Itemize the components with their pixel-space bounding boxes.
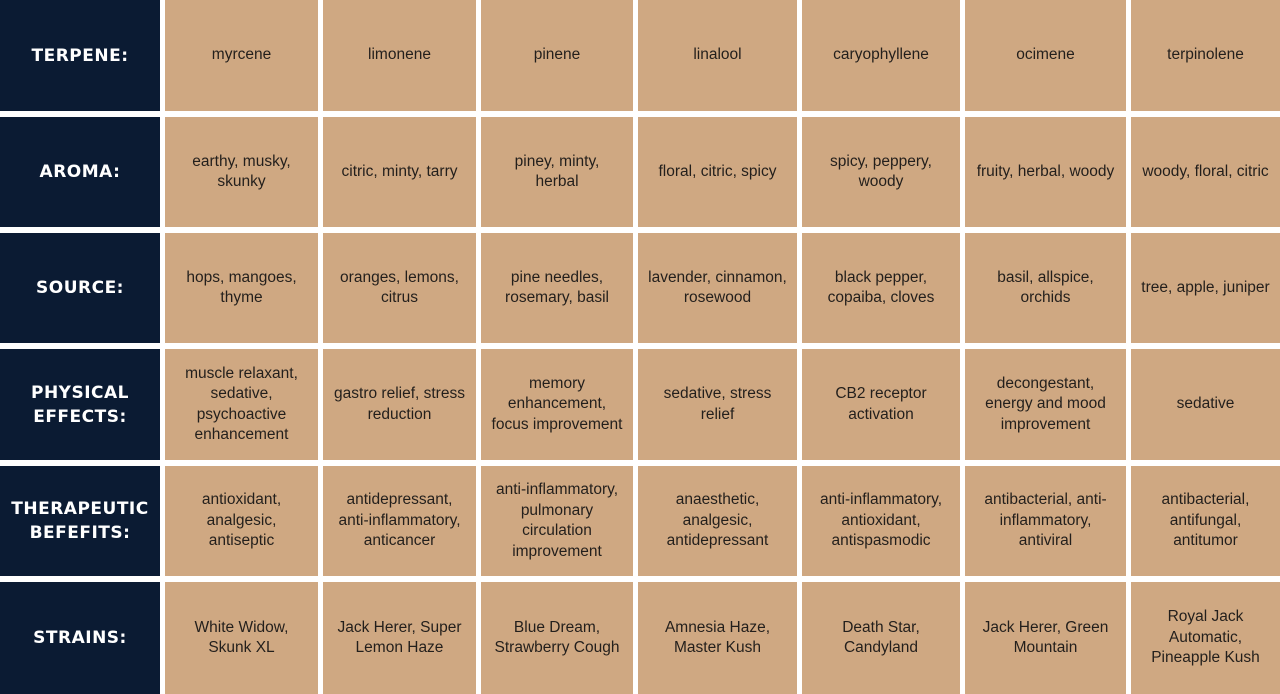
table-cell: spicy, peppery, woody xyxy=(802,117,960,227)
row-header-therapeutic-benefits: THERAPEUTIC BEFEFITS: xyxy=(0,466,160,576)
table-cell: Death Star, Candyland xyxy=(802,582,960,694)
table-cell: anaesthetic, analgesic, antidepressant xyxy=(638,466,797,576)
row-header-source: SOURCE: xyxy=(0,233,160,343)
table-cell: piney, minty, herbal xyxy=(481,117,633,227)
table-cell: floral, citric, spicy xyxy=(638,117,797,227)
row-header-strains: STRAINS: xyxy=(0,582,160,694)
table-cell: anti-inflammatory, antioxidant, antispasmodic xyxy=(802,466,960,576)
table-cell: muscle relaxant, sedative, psychoactive enhancement xyxy=(165,349,318,460)
table-cell: caryophyllene xyxy=(802,0,960,111)
table-cell: antidepressant, anti-inflammatory, anticancer xyxy=(323,466,476,576)
table-cell: black pepper, copaiba, cloves xyxy=(802,233,960,343)
table-cell: basil, allspice, orchids xyxy=(965,233,1126,343)
table-cell: earthy, musky, skunky xyxy=(165,117,318,227)
table-cell: citric, minty, tarry xyxy=(323,117,476,227)
table-cell: Amnesia Haze, Master Kush xyxy=(638,582,797,694)
table-cell: sedative, stress relief xyxy=(638,349,797,460)
table-cell: pine needles, rosemary, basil xyxy=(481,233,633,343)
row-header-aroma: AROMA: xyxy=(0,117,160,227)
table-cell: Royal Jack Automatic, Pineapple Kush xyxy=(1131,582,1280,694)
table-cell: antioxidant, analgesic, antiseptic xyxy=(165,466,318,576)
table-cell: terpinolene xyxy=(1131,0,1280,111)
table-cell: myrcene xyxy=(165,0,318,111)
table-cell: fruity, herbal, woody xyxy=(965,117,1126,227)
table-cell: antibacterial, antifungal, antitumor xyxy=(1131,466,1280,576)
table-cell: lavender, cinnamon, rosewood xyxy=(638,233,797,343)
row-header-terpene: TERPENE: xyxy=(0,0,160,111)
table-cell: limonene xyxy=(323,0,476,111)
row-header-physical-effects: PHYSICAL EFFECTS: xyxy=(0,349,160,460)
table-cell: decongestant, energy and mood improvement xyxy=(965,349,1126,460)
table-cell: CB2 receptor activation xyxy=(802,349,960,460)
table-cell: White Widow, Skunk XL xyxy=(165,582,318,694)
table-cell: ocimene xyxy=(965,0,1126,111)
table-cell: oranges, lemons, citrus xyxy=(323,233,476,343)
table-cell: hops, mangoes, thyme xyxy=(165,233,318,343)
table-cell: memory enhancement, focus improvement xyxy=(481,349,633,460)
table-cell: Blue Dream, Strawberry Cough xyxy=(481,582,633,694)
table-cell: pinene xyxy=(481,0,633,111)
table-cell: Jack Herer, Super Lemon Haze xyxy=(323,582,476,694)
table-cell: gastro relief, stress reduction xyxy=(323,349,476,460)
table-cell: antibacterial, anti-inflammatory, antiviral xyxy=(965,466,1126,576)
table-cell: sedative xyxy=(1131,349,1280,460)
table-cell: anti-inflammatory, pulmonary circulation improvement xyxy=(481,466,633,576)
table-cell: tree, apple, juniper xyxy=(1131,233,1280,343)
table-cell: woody, floral, citric xyxy=(1131,117,1280,227)
table-cell: linalool xyxy=(638,0,797,111)
table-cell: Jack Herer, Green Mountain xyxy=(965,582,1126,694)
